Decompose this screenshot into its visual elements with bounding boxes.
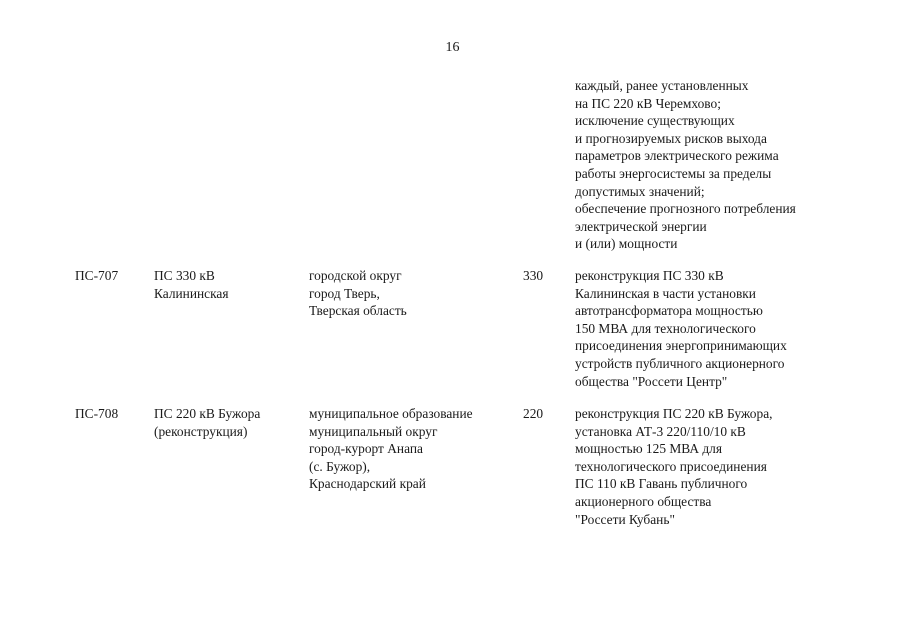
substation-name-cell [154,267,229,302]
reason-line: на ПС 220 кВ Черемхово; [575,95,721,111]
reason-line: 150 МВА для технологического [575,320,756,336]
reason-line: присоединения энергопринимающих [575,338,787,354]
substation-code: ПС-708 [75,406,119,421]
location-line: (с. Бужор), [309,458,371,474]
reason-line: установка АТ-3 220/110/10 кВ [575,423,746,439]
location-cell [309,405,473,493]
substation-name-line: (реконструкция) [154,423,248,439]
reason-cell [575,77,796,253]
reason-line: допустимых значений; [575,183,705,199]
reason-line: "Россети Кубань" [575,511,675,527]
location-line: городской округ [309,268,402,283]
substation-code: ПС-707 [75,268,119,283]
page-number: 16 [445,40,460,55]
reason-line: реконструкция ПС 330 кВ [575,268,724,283]
reason-line: Калининская в части установки [575,285,756,301]
reason-line: технологического присоединения [575,458,767,474]
reason-line: ПС 110 кВ Гавань публичного [575,476,748,492]
reason-line: и (или) мощности [575,236,678,252]
substation-name-line: Калининская [154,285,229,301]
reason-line: устройств публичного акционерного [575,355,785,371]
reason-line: мощностью 125 МВА для [575,441,723,457]
location-line: муниципальный округ [309,423,438,439]
reason-line: и прогнозируемых рисков выхода [575,130,767,146]
reason-line: реконструкция ПС 220 кВ Бужора, [575,406,773,421]
reason-line: электрической энергии [575,218,707,234]
substation-name-line: ПС 220 кВ Бужора [154,406,261,421]
location-line: город-курорт Анапа [309,441,423,457]
location-line: Тверская область [309,303,407,319]
substation-name-line: ПС 330 кВ [154,268,215,283]
reason-line: акционерного общества [575,493,712,509]
reason-line: каждый, ранее установленных [575,78,749,93]
location-cell [309,267,407,320]
reason-line: работы энергосистемы за пределы [575,165,772,181]
reason-cell [575,267,787,390]
location-line: Краснодарский край [309,476,426,492]
reason-line: параметров электрического режима [575,148,779,164]
voltage-cell: 220 [523,406,544,421]
reason-line: исключение существующих [575,113,735,129]
voltage-cell: 330 [523,268,544,283]
reason-line: автотрансформатора мощностью [575,303,763,319]
reason-cell [575,405,773,528]
reason-line: обеспечение прогнозного потребления [575,201,796,217]
reason-line: общества "Россети Центр" [575,373,728,389]
substation-name-cell [154,405,260,440]
location-line: город Тверь, [309,285,380,301]
location-line: муниципальное образование [309,406,473,421]
